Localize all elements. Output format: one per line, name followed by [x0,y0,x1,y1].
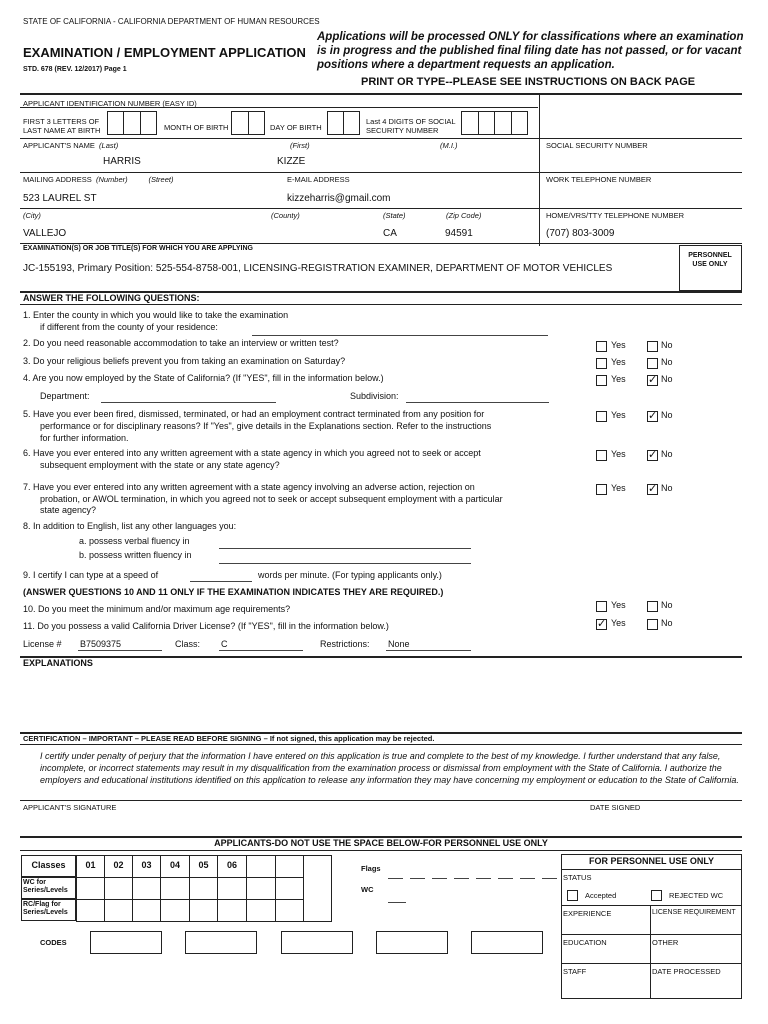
codes-label: CODES [40,938,67,947]
wc-row-label: WC for Series/Levels [23,879,68,894]
restrictions-value[interactable]: None [388,639,410,649]
class-entry-cell[interactable] [104,899,133,922]
q9-label: 9. I certify I can type at a speed of [23,570,159,580]
questions-heading: ANSWER THE FOLLOWING QUESTIONS: [23,293,200,303]
county-input[interactable] [252,335,548,336]
class-entry-cell[interactable] [76,877,105,900]
print-instructions: PRINT OR TYPE--PLEASE SEE INSTRUCTIONS ON BACK PAGE [361,76,696,88]
class-col-label: 02 [113,860,124,870]
q7-yes-checkbox[interactable] [596,484,607,495]
q11-text: 11. Do you possess a valid California Driver License? (If "YES", fill in the information below.) [23,621,389,631]
q7-no-label: No [661,483,673,493]
q6-yes-checkbox[interactable] [596,450,607,461]
personnel-use-label: PERSONNEL USE ONLY [688,252,732,268]
mi-label: (M.I.) [440,141,458,150]
code-box-2[interactable] [185,931,257,954]
q8a-label: a. possess verbal fluency in [79,536,190,546]
experience-label: EXPERIENCE [563,909,612,918]
flag-slot[interactable] [388,878,403,879]
class-header-cell [160,855,190,878]
code-box-5[interactable] [471,931,543,954]
q2-text: 2. Do you need reasonable accommodation to take an interview or written test? [23,338,339,348]
class-header-cell [275,855,304,878]
wc-label: WC [361,885,374,894]
q6-line2: subsequent employment with the state or any state agency? [40,460,280,470]
home-phone-value[interactable]: (707) 803-3009 [546,228,615,239]
q11-yes-checkbox[interactable]: ✓ [597,618,607,630]
email-label: E-MAIL ADDRESS [287,175,350,184]
license-value[interactable]: B7509375 [80,639,122,649]
first3-input[interactable] [107,111,157,135]
rejected-checkbox[interactable] [651,890,662,901]
q4-no-checkbox[interactable]: ✓ [648,374,658,386]
home-phone-label: HOME/VRS/TTY TELEPHONE NUMBER [546,211,685,220]
q3-yes-checkbox[interactable] [596,358,607,369]
flag-slot[interactable] [520,878,535,879]
q4-text: 4. Are you now employed by the State of California? (If "YES", fill in the information below.) [23,373,384,383]
q8b-label: b. possess written fluency in [79,550,192,560]
q6-no-checkbox[interactable]: ✓ [648,449,658,461]
class-header-cell [132,855,161,878]
state-label: (State) [383,211,406,220]
ssn4-label: Last 4 DIGITS OF SOCIAL SECURITY NUMBER [366,117,456,135]
class-label: Class: [175,639,201,649]
class-col-label: 04 [169,860,180,870]
exam-value[interactable]: JC-155193, Primary Position: 525-554-8758-001, LICENSING-REGISTRATION EXAMINER, DEPARTMENT OF MOTOR VEHICLES [23,263,613,274]
state-value[interactable]: CA [383,228,397,239]
work-phone-label: WORK TELEPHONE NUMBER [546,175,652,184]
accepted-checkbox[interactable] [567,890,578,901]
typing-speed-input[interactable] [190,581,252,582]
code-box-1[interactable] [90,931,162,954]
q4-no-label: No [661,374,673,384]
rc-row-label: RC/Flag for Series/Levels [23,901,68,916]
written-language-input[interactable] [219,563,471,564]
rejected-label: REJECTED WC [669,891,724,900]
county-label: (County) [271,211,300,220]
q5-no-checkbox[interactable]: ✓ [648,410,658,422]
class-col-label: 05 [198,860,209,870]
other-label: OTHER [652,938,679,947]
city-value[interactable]: VALLEJO [23,228,67,239]
flags-label: Flags [361,864,381,873]
q5-line1: 5. Have you ever been fired, dismissed, terminated, or had an employment contract terminated from any position for [23,409,485,419]
q8-text: 8. In addition to English, list any other languages you: [23,521,237,531]
q1-line1: 1. Enter the county in which you would like to take the examination [23,310,289,320]
q9-suffix: words per minute. (For typing applicants only.) [258,570,442,580]
restrictions-label: Restrictions: [320,639,370,649]
agency-name: STATE OF CALIFORNIA - CALIFORNIA DEPARTMENT OF HUMAN RESOURCES [23,17,320,26]
class-entry-cell[interactable] [246,877,276,900]
q5-no-label: No [661,410,673,420]
q11-no-label: No [661,618,673,628]
class-header-cell [246,855,276,878]
name-label: APPLICANT'S NAME (Last) [23,141,119,150]
class-header-cell [104,855,133,878]
class-entry-cell[interactable] [160,899,190,922]
q10-yes-checkbox[interactable] [596,601,607,612]
class-entry-cell[interactable] [189,877,218,900]
code-box-3[interactable] [281,931,353,954]
first-name-value[interactable]: KIZZE [277,156,306,167]
certification-text: I certify under penalty of perjury that the information I have entered on this application is true and complete to the best of my knowledge. I further understand that any false, incomplete, or incorrect statements may result in my disqualification from the examination process or dismissal from employment with the State of California. I authorize the employers and educational institutions identified on this application to release any information they may have concerning my employment or education to the State of California. [40,751,739,785]
mailing-label: MAILING ADDRESS (Number) (Street) [23,175,174,184]
q10-yes-label: Yes [611,600,626,610]
date-signed-label: DATE SIGNED [590,803,641,812]
zip-label: (Zip Code) [446,211,482,220]
class-entry-cell[interactable] [217,877,247,900]
last-name-value[interactable]: HARRIS [103,156,141,167]
class-entry-cell[interactable] [76,899,105,922]
q11-no-checkbox[interactable] [647,619,658,630]
q7-line2: probation, or AWOL termination, in which you agreed not to seek or accept subsequent employment with a particular [40,494,503,504]
flag-slot[interactable] [432,878,447,879]
q7-line3: state agency? [40,505,97,515]
signature-field[interactable] [20,810,560,834]
ssn-label: SOCIAL SECURITY NUMBER [546,141,648,150]
q2-yes-checkbox[interactable] [596,341,607,352]
personnel-box-title: FOR PERSONNEL USE ONLY [588,856,715,866]
month-label: MONTH OF BIRTH [164,123,229,132]
license-req-label: LICENSE REQUIREMENT [652,909,736,916]
class-header-cell [76,855,105,878]
zip-value[interactable]: 94591 [445,228,473,239]
q7-no-checkbox[interactable]: ✓ [648,483,658,495]
staff-label: STAFF [563,967,587,976]
department-label: Department: [40,391,90,401]
q10-no-label: No [661,600,673,610]
class-entry-cell[interactable] [217,899,247,922]
q3-yes-label: Yes [611,357,626,367]
class-entry-cell[interactable] [275,899,304,922]
class-entry-cell[interactable] [246,899,276,922]
status-label: STATUS [563,873,592,882]
explanations-heading: EXPLANATIONS [23,658,93,668]
q10-no-checkbox[interactable] [647,601,658,612]
class-col-label: 03 [141,860,152,870]
q10-text: 10. Do you meet the minimum and/or maximum age requirements? [23,604,291,614]
license-label: License # [23,639,62,649]
flag-slot[interactable] [542,878,557,879]
q5-line3: for further information. [40,433,129,443]
class-entry-cell[interactable] [189,899,218,922]
city-label: (City) [23,211,41,220]
class-entry-cell[interactable] [160,877,190,900]
easy-id-label: APPLICANT IDENTIFICATION NUMBER (EASY ID) [23,99,197,108]
subdivision-input[interactable] [406,402,549,403]
q5-line2: performance or for disciplinary reasons? If "Yes", give details in the Explanations section. Refer to the instructions [40,421,492,431]
form-title: EXAMINATION / EMPLOYMENT APPLICATION [23,45,306,60]
first-label: (First) [290,141,310,150]
q3-text: 3. Do your religious beliefs prevent you from taking an examination on Saturday? [23,356,346,366]
q2-no-checkbox[interactable] [647,341,658,352]
flag-slot[interactable] [454,878,469,879]
q11-yes-label: Yes [611,618,626,628]
flag-slot[interactable] [410,878,425,879]
q2-yes-label: Yes [611,340,626,350]
signature-label: APPLICANT'S SIGNATURE [23,803,117,812]
q2-no-label: No [661,340,673,350]
verbal-language-input[interactable] [219,548,471,549]
class-entry-cell[interactable] [275,877,304,900]
q6-yes-label: Yes [611,449,626,459]
flag-slot[interactable] [476,878,491,879]
first3-label: FIRST 3 LETTERS OF LAST NAME AT BIRTH [23,117,101,135]
q5-yes-label: Yes [611,410,626,420]
q6-line1: 6. Have you ever entered into any written agreement with a state agency in which you agreed not to seek or accept [23,448,481,458]
class-entry-cell[interactable] [132,899,161,922]
flag-slot[interactable] [498,878,513,879]
date-signed-field[interactable] [586,810,740,834]
class-col-label: 01 [85,860,96,870]
subdivision-label: Subdivision: [350,391,399,401]
date-processed-label: DATE PROCESSED [652,967,721,976]
q3-no-label: No [661,357,673,367]
address-value[interactable]: 523 LAUREL ST [23,193,97,204]
q4-yes-label: Yes [611,374,626,384]
class-value[interactable]: C [221,639,228,649]
code-box-4[interactable] [376,931,448,954]
processing-notice: Applications will be processed ONLY for classifications where an examination is in progress and the published final filing date has not passed, or for vacant positions where a department requests an application. [317,31,744,71]
class-entry-cell[interactable] [132,877,161,900]
class-col-label: 06 [226,860,237,870]
class-header-cell [189,855,218,878]
q7-line1: 7. Have you ever entered into any written agreement with a state agency involving an adverse action, rejection on [23,482,475,492]
class-header-cell [217,855,247,878]
education-label: EDUCATION [563,938,607,947]
q3-no-checkbox[interactable] [647,358,658,369]
explanations-area[interactable] [20,670,742,730]
department-input[interactable] [101,402,276,403]
q1-line2: if different from the county of your residence: [40,322,218,332]
q5-yes-checkbox[interactable] [596,411,607,422]
personnel-banner: APPLICANTS-DO NOT USE THE SPACE BELOW-FOR PERSONNEL USE ONLY [214,838,548,848]
accepted-label: Accepted [585,891,617,900]
exam-label: EXAMINATION(S) OR JOB TITLE(S) FOR WHICH YOU ARE APPLYING [23,245,253,252]
q4-yes-checkbox[interactable] [596,375,607,386]
certification-heading: CERTIFICATION – IMPORTANT – PLEASE READ BEFORE SIGNING – If not signed, this application may be rejected. [23,734,435,743]
q6-no-label: No [661,449,673,459]
form-number: STD. 678 (REV. 12/2017) Page 1 [23,66,127,73]
q7-yes-label: Yes [611,483,626,493]
note-10-11: (ANSWER QUESTIONS 10 AND 11 ONLY IF THE EXAMINATION INDICATES THEY ARE REQUIRED.) [23,587,444,597]
class-entry-cell[interactable] [104,877,133,900]
day-label: DAY OF BIRTH [270,123,322,132]
classes-label: Classes [31,860,66,870]
email-value[interactable]: kizzeharris@gmail.com [287,193,391,204]
